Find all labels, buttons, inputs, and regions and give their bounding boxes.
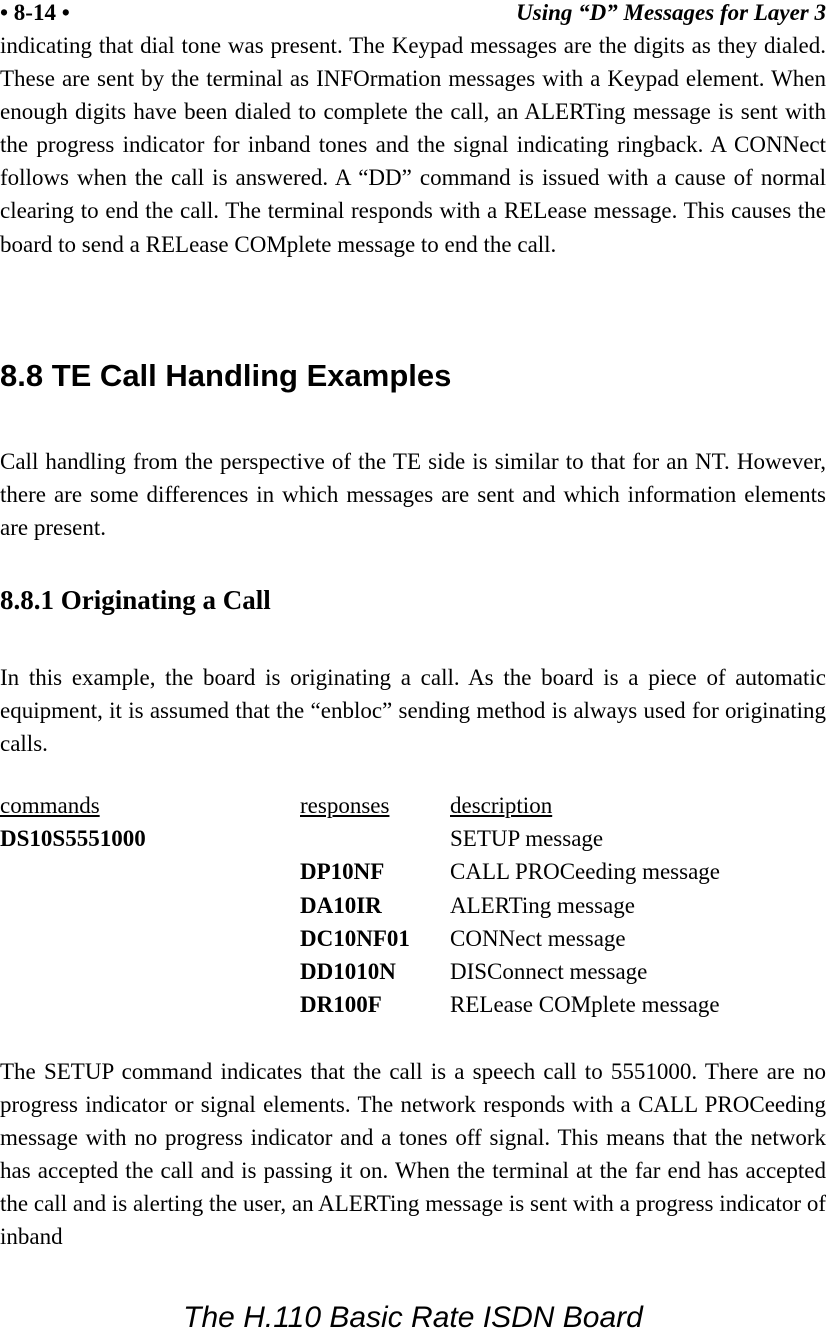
response-cell: DA10IR: [300, 892, 382, 918]
section-heading: 8.8 TE Call Handling Examples: [0, 358, 452, 393]
section-paragraph: Call handling from the perspective of the TE side is similar to that for an NT. However, there are some differences in which messages are sent and which information elements are present.: [0, 449, 826, 541]
response-cell: DD1010N: [300, 958, 396, 984]
description-cell: DISConnect message: [450, 958, 648, 984]
closing-paragraph: The SETUP command indicates that the call is a speech call to 5551000. There are no progress indicator or signal elements. The network responds with a CALL PROCeeding message with no progress indicator and a tones off signal. This means that the network has accepted the call and is passing it on. When the terminal at the far end has accepted the call and is alerting the user, an ALERTing message is sent with a progress indicator of inband: [0, 1059, 826, 1250]
intro-paragraph: indicating that dial tone was present. The Keypad messages are the digits as they dialed. These are sent by the terminal as INFOrmation messages with a Keypad element. When enough digits have been dialed to complete the call, an ALERTing message is sent with the progress indicator for inband tones and the signal indicating ringback. A CONNect follows when the call is answered. A “DD” command is issued with a cause of normal clearing to end the call. The terminal responds with a RELease message. This causes the board to send a RELease COMplete message to end the call.: [0, 33, 826, 257]
response-cell: DP10NF: [300, 859, 385, 885]
header-description: description: [450, 793, 553, 818]
response-cell: DR100F: [300, 992, 382, 1018]
running-section-title: Using “D” Messages for Layer 3: [516, 0, 826, 25]
page-footer: The H.110 Basic Rate ISDN Board: [183, 1301, 643, 1334]
description-cell: CALL PROCeeding message: [450, 859, 721, 885]
table-header-row: [0, 789, 826, 822]
table-row: [0, 988, 826, 1021]
header-responses: responses: [300, 793, 390, 818]
command-cell: DS10S5551000: [0, 826, 146, 852]
header-commands: commands: [0, 793, 100, 818]
table-row: [0, 922, 826, 955]
description-cell: SETUP message: [450, 826, 604, 852]
subsection-paragraph: In this example, the board is originating a call. As the board is a piece of automatic equipment, it is assumed that the “enbloc” sending method is always used for originating calls.: [0, 665, 826, 757]
subsection-heading: 8.8.1 Originating a Call: [0, 585, 271, 615]
description-cell: CONNect message: [450, 925, 626, 951]
response-cell: DC10NF01: [300, 925, 410, 951]
page-header: [0, 0, 826, 30]
table-row: [0, 889, 826, 922]
table-row: [0, 955, 826, 988]
table-row: [0, 822, 826, 855]
description-cell: RELease COMplete message: [450, 992, 720, 1018]
page-number: • 8-14 •: [0, 0, 70, 25]
table-row: [0, 855, 826, 888]
description-cell: ALERTing message: [450, 892, 635, 918]
command-table: [0, 789, 826, 1021]
